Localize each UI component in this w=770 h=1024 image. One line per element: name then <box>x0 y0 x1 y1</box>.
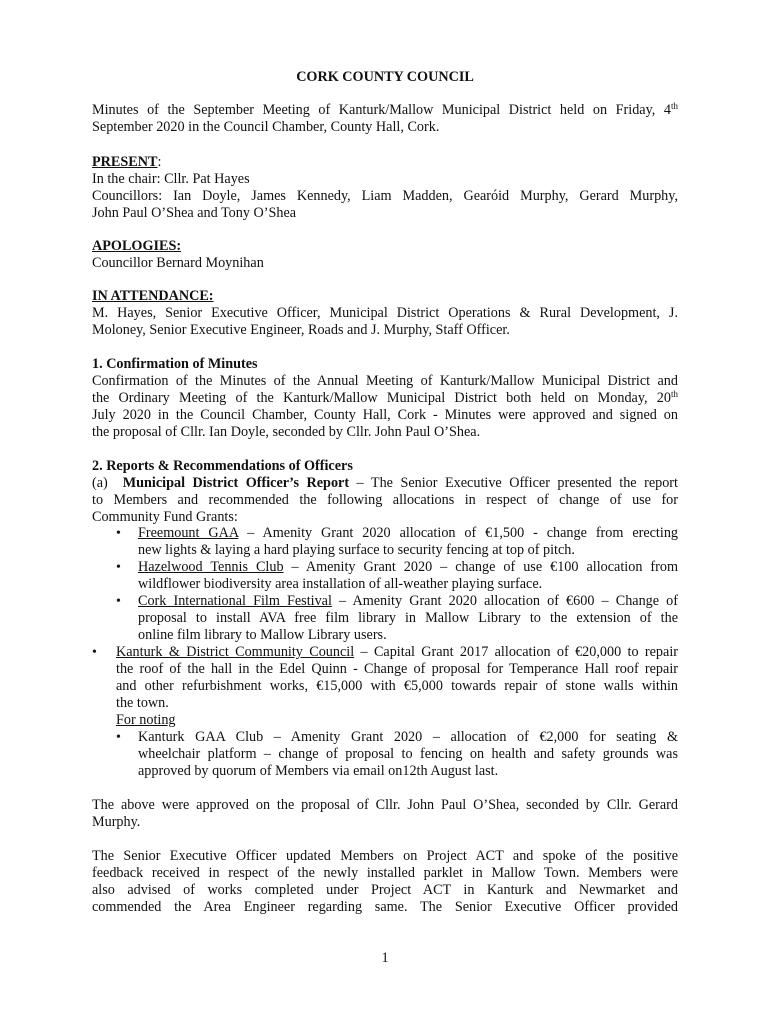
kanturk-item <box>92 644 678 729</box>
grant-name: Hazelwood Tennis Club <box>138 559 284 575</box>
present-heading: PRESENT <box>92 154 158 170</box>
attendance-line-2: Moloney, Senior Executive Engineer, Roads and J. Murphy, Staff Officer. <box>92 322 510 338</box>
reports-line-3: Community Fund Grants: <box>92 509 238 525</box>
grant-text-line-3: online film library to Mallow Library users. <box>138 627 387 643</box>
noting-line-1: Kanturk GAA Club – Amenity Grant 2020 – allocation of €2,000 for seating & <box>138 729 678 745</box>
list-item <box>116 559 678 593</box>
reports-line-2: to Members and recommended the following allocations in respect of change of use for <box>92 492 678 508</box>
reports-sub-text: – The Senior Executive Officer presented the report <box>349 475 678 491</box>
apologies-text: Councillor Bernard Moynihan <box>92 255 264 271</box>
intro-superscript: th <box>670 101 678 111</box>
attendance-line-1: M. Hayes, Senior Executive Officer, Municipal District Operations & Rural Development, J. <box>92 305 678 321</box>
noting-line-3: approved by quorum of Members via email on12th August last. <box>138 763 499 779</box>
grant-text: – Amenity Grant 2020 – change of use €100 allocation from <box>283 559 678 575</box>
attendance-section <box>92 288 678 339</box>
confirmation-line-2: the Ordinary Meeting of the Kanturk/Mallow Municipal District both held on Monday, 20 <box>92 390 671 406</box>
approved-line-1: The above were approved on the proposal of Cllr. John Paul O’Shea, seconded by Cllr. Gerard <box>92 797 678 813</box>
grant-name: Freemount GAA <box>138 525 239 541</box>
kanturk-line-2: the roof of the hall in the Edel Quinn - Change of proposal for Temperance Hall roof repair <box>116 661 678 677</box>
bullet-icon: • <box>116 560 121 575</box>
attendance-heading: IN ATTENDANCE: <box>92 288 214 304</box>
page-number: 1 <box>381 950 389 966</box>
apologies-section <box>92 238 678 272</box>
reports-heading: 2. Reports & Recommendations of Officers <box>92 458 353 474</box>
reports-section <box>92 458 678 526</box>
present-heading-colon: : <box>157 154 162 170</box>
present-chair: In the chair: Cllr. Pat Hayes <box>92 171 250 187</box>
noting-line-2: wheelchair platform – change of proposal to fencing on health and safety grounds was <box>138 746 678 762</box>
reports-sub-title: Municipal District Officer’s Report <box>122 475 350 491</box>
kanturk-line-4: the town. <box>116 695 169 711</box>
present-councillors-line-2: John Paul O’Shea and Tony O’Shea <box>92 205 297 221</box>
approved-paragraph <box>92 797 678 831</box>
project-act-line-4: commended the Area Engineer regarding same. The Senior Executive Officer provided <box>92 899 678 915</box>
list-item <box>116 525 679 559</box>
grant-text: – Amenity Grant 2020 allocation of €600 – Change of <box>331 593 679 609</box>
confirmation-heading: 1. Confirmation of Minutes <box>92 356 258 372</box>
kanturk-name: Kanturk & District Community Council <box>116 644 355 660</box>
confirmation-line-3: July 2020 in the Council Chamber, County Hall, Cork - Minutes were approved and signed on <box>92 407 678 423</box>
bullet-icon: • <box>92 645 97 660</box>
kanturk-text: – Capital Grant 2017 allocation of €20,000 to repair <box>354 644 678 660</box>
for-noting-label: For noting <box>116 712 176 728</box>
reports-sub-prefix: (a) <box>92 475 123 491</box>
project-act-line-1: The Senior Executive Officer updated Members on Project ACT and spoke of the positive <box>92 848 678 864</box>
grant-text-line-2: proposal to install AVA free film library in Mallow Library to the extension of the <box>138 610 678 626</box>
grant-text-line-2: wildflower biodiversity area installation of all-weather playing surface. <box>138 576 543 592</box>
confirmation-section <box>92 356 678 441</box>
intro-line-2: September 2020 in the Council Chamber, County Hall, Cork. <box>92 119 440 135</box>
noting-item <box>116 729 678 780</box>
kanturk-line-3: and other refurbishment works, €15,000 with €5,000 towards repair of stone walls within <box>116 678 678 694</box>
grant-name: Cork International Film Festival <box>138 593 332 609</box>
bullet-icon: • <box>116 730 121 745</box>
list-item <box>116 593 679 644</box>
present-section <box>92 154 678 222</box>
document-title: CORK COUNTY COUNCIL <box>296 69 474 85</box>
meeting-intro <box>92 102 678 136</box>
present-councillors-line-1: Councillors: Ian Doyle, James Kennedy, Liam Madden, Gearóid Murphy, Gerard Murphy, <box>92 188 678 204</box>
confirmation-superscript: th <box>670 389 678 399</box>
grants-list <box>116 525 679 644</box>
confirmation-line-4: the proposal of Cllr. Ian Doyle, seconded by Cllr. John Paul O’Shea. <box>92 424 481 440</box>
intro-line-1: Minutes of the September Meeting of Kanturk/Mallow Municipal District held on Friday, 4 <box>92 102 671 118</box>
apologies-heading: APOLOGIES: <box>92 238 182 254</box>
bullet-icon: • <box>116 526 121 541</box>
approved-line-2: Murphy. <box>92 814 141 830</box>
grant-text-line-2: new lights & laying a hard playing surface to security fencing at top of pitch. <box>138 542 575 558</box>
project-act-paragraph <box>92 848 678 916</box>
bullet-icon: • <box>116 594 121 609</box>
confirmation-line-1: Confirmation of the Minutes of the Annual Meeting of Kanturk/Mallow Municipal District and <box>92 373 678 389</box>
project-act-line-2: feedback received in respect of the newly installed parklet in Mallow Town. Members were <box>92 865 678 881</box>
grant-text: – Amenity Grant 2020 allocation of €1,500 - change from erecting <box>238 525 679 541</box>
project-act-line-3: also advised of works completed under Project ACT in Kanturk and Newmarket and <box>92 882 678 898</box>
